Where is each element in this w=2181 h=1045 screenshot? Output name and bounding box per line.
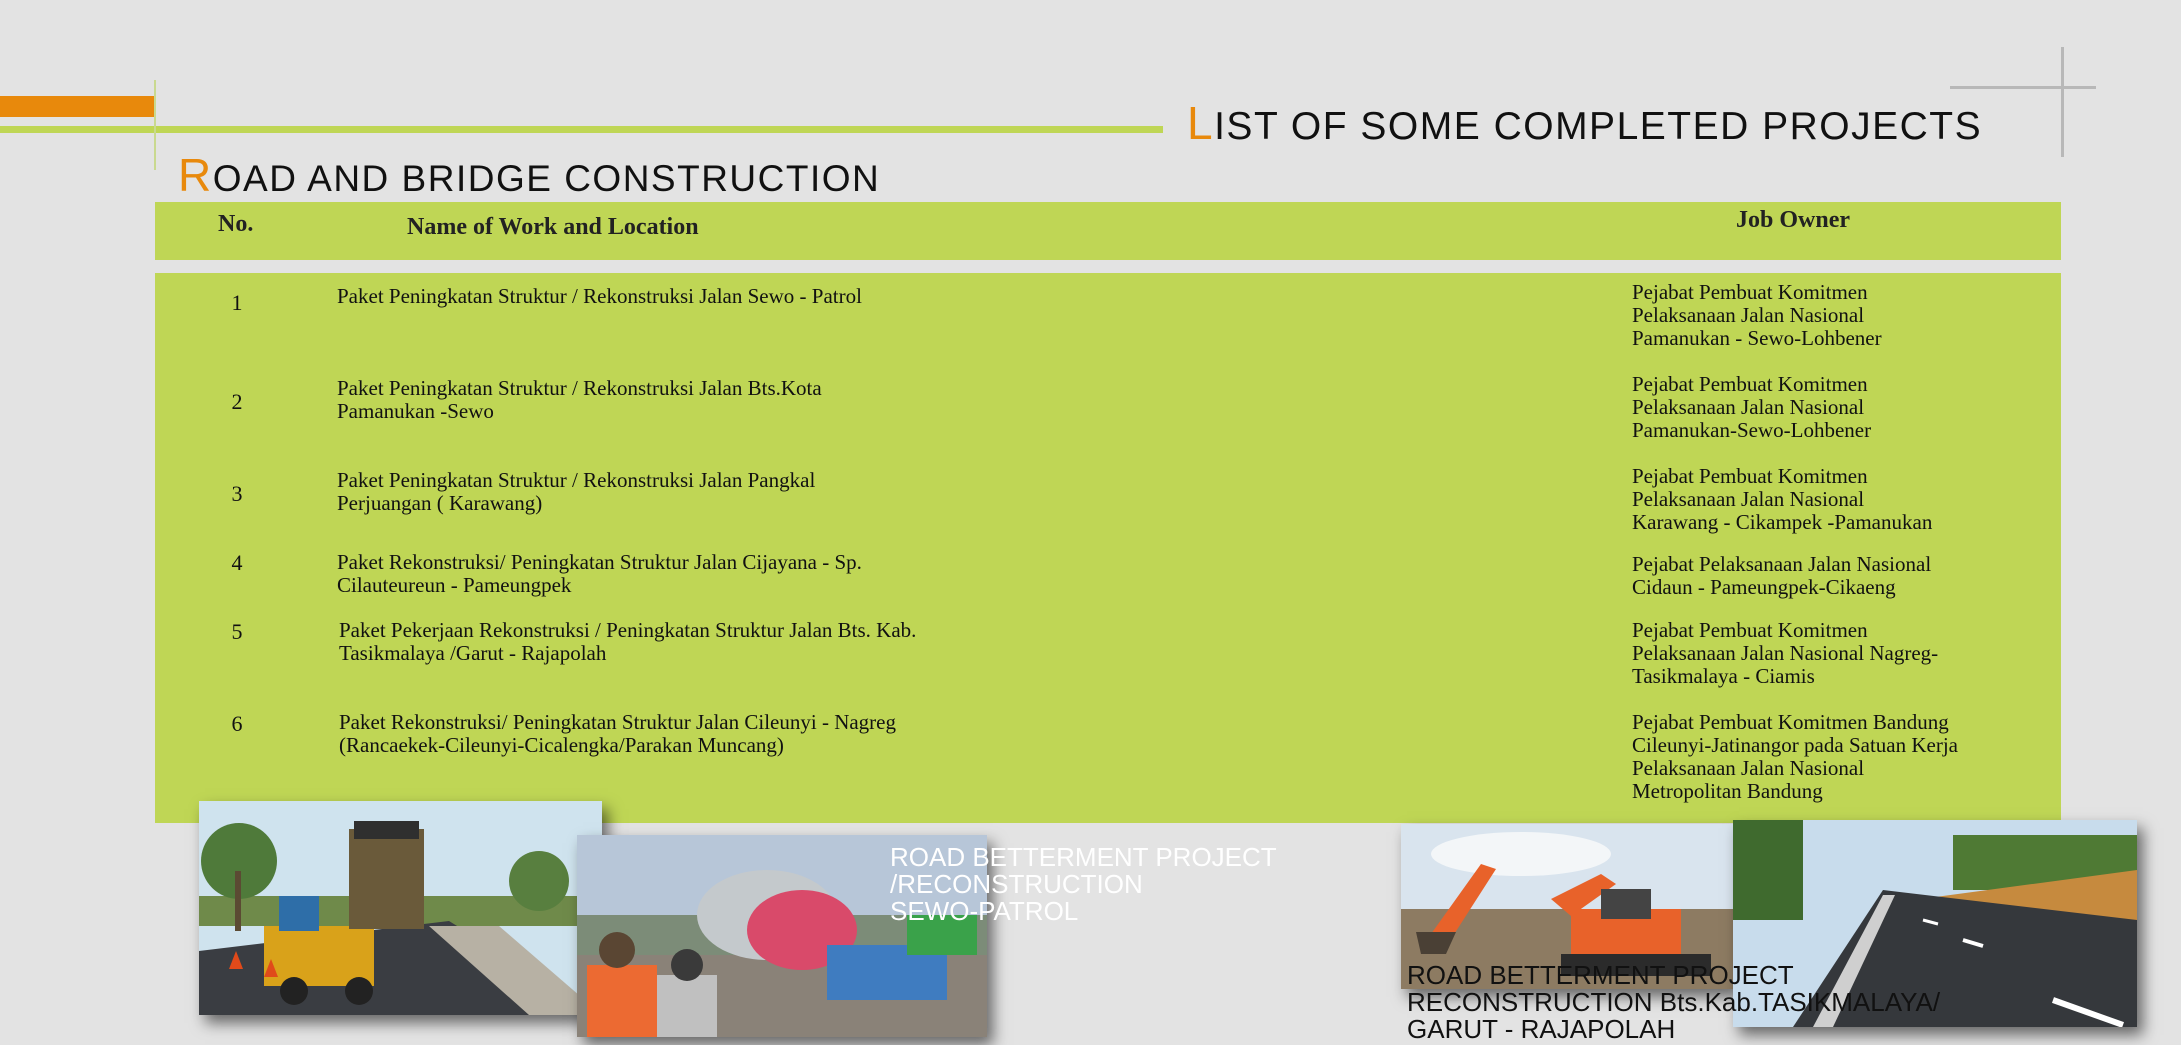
- section-initial: R: [178, 149, 213, 201]
- paving-machine-photo: [199, 801, 602, 1015]
- vertical-accent-line: [154, 80, 156, 170]
- table-row-6-owner: Pejabat Pembuat Komitmen Bandung Cileunyi-Jatinangor pada Satuan Kerja Pelaksanaan Jalan Nasional Metropolitan Bandung: [1632, 710, 1958, 803]
- table-row-1-owner: Pejabat Pembuat Komitmen Pelaksanaan Jalan Nasional Pamanukan - Sewo-Lohbener: [1632, 280, 1882, 350]
- table-row-3-owner: Pejabat Pembuat Komitmen Pelaksanaan Jalan Nasional Karawang - Cikampek -Pamanukan: [1632, 464, 1933, 534]
- table-row-4-work: Paket Rekonstruksi/ Peningkatan Struktur Jalan Cijayana - Sp. Cilauteureun - Pameungpek: [337, 550, 862, 597]
- crosshair-horizontal: [1950, 86, 2096, 89]
- table-row-1-work: Paket Peningkatan Struktur / Rekonstruksi Jalan Sewo - Patrol: [337, 284, 862, 308]
- table-row-2-owner: Pejabat Pembuat Komitmen Pelaksanaan Jalan Nasional Pamanukan-Sewo-Lohbener: [1632, 372, 1872, 442]
- table-row-2-no: 2: [231, 389, 243, 414]
- table-row-1-no: 1: [231, 290, 243, 315]
- table-row-3-work: Paket Peningkatan Struktur / Rekonstruksi Jalan Pangkal Perjuangan ( Karawang): [337, 468, 816, 515]
- caption-tasikmalaya: [1407, 962, 1940, 1043]
- caption-tasikmalaya-text: ROAD BETTERMENT PROJECT RECONSTRUCTION Bts.Kab.TASIKMALAYA/ GARUT - RAJAPOLAH: [1407, 960, 1941, 1044]
- header-owner: Job Owner: [1736, 207, 1850, 233]
- table-row-4-no: 4: [231, 550, 243, 575]
- table-row-6-no: 6: [231, 711, 243, 736]
- crosshair-vertical: [2061, 47, 2064, 157]
- section-title: [178, 148, 880, 202]
- section-rest: OAD AND BRIDGE CONSTRUCTION: [212, 158, 881, 199]
- table-row-5-no: 5: [231, 619, 243, 644]
- title-rest: IST OF SOME COMPLETED PROJECTS: [1214, 105, 1983, 148]
- table-row-6-work: Paket Rekonstruksi/ Peningkatan Struktur Jalan Cileunyi - Nagreg (Rancaekek-Cileunyi-Cicalengka/Parakan Muncang): [339, 710, 896, 757]
- header-work: Name of Work and Location: [407, 214, 699, 240]
- table-row-3-no: 3: [231, 481, 243, 506]
- caption-sewo-patrol: ROAD BETTERMENT PROJECT /RECONSTRUCTION SEWO-PATROL: [890, 842, 1277, 926]
- green-accent-line: [0, 126, 1163, 133]
- table-row-2-work: Paket Peningkatan Struktur / Rekonstruksi Jalan Bts.Kota Pamanukan -Sewo: [337, 376, 822, 423]
- table-row-5-owner: Pejabat Pembuat Komitmen Pelaksanaan Jalan Nasional Nagreg- Tasikmalaya - Ciamis: [1632, 618, 1939, 688]
- title-initial: L: [1187, 97, 1215, 149]
- page-title: [1187, 96, 1982, 150]
- table-row-4-owner: Pejabat Pelaksanaan Jalan Nasional Cidaun - Pameungpek-Cikaeng: [1632, 552, 1932, 599]
- header-no: No.: [218, 211, 254, 237]
- orange-accent-bar: [0, 96, 155, 117]
- table-row-5-work: Paket Pekerjaan Rekonstruksi / Peningkatan Struktur Jalan Bts. Kab. Tasikmalaya /Garut - Rajapolah: [339, 618, 917, 665]
